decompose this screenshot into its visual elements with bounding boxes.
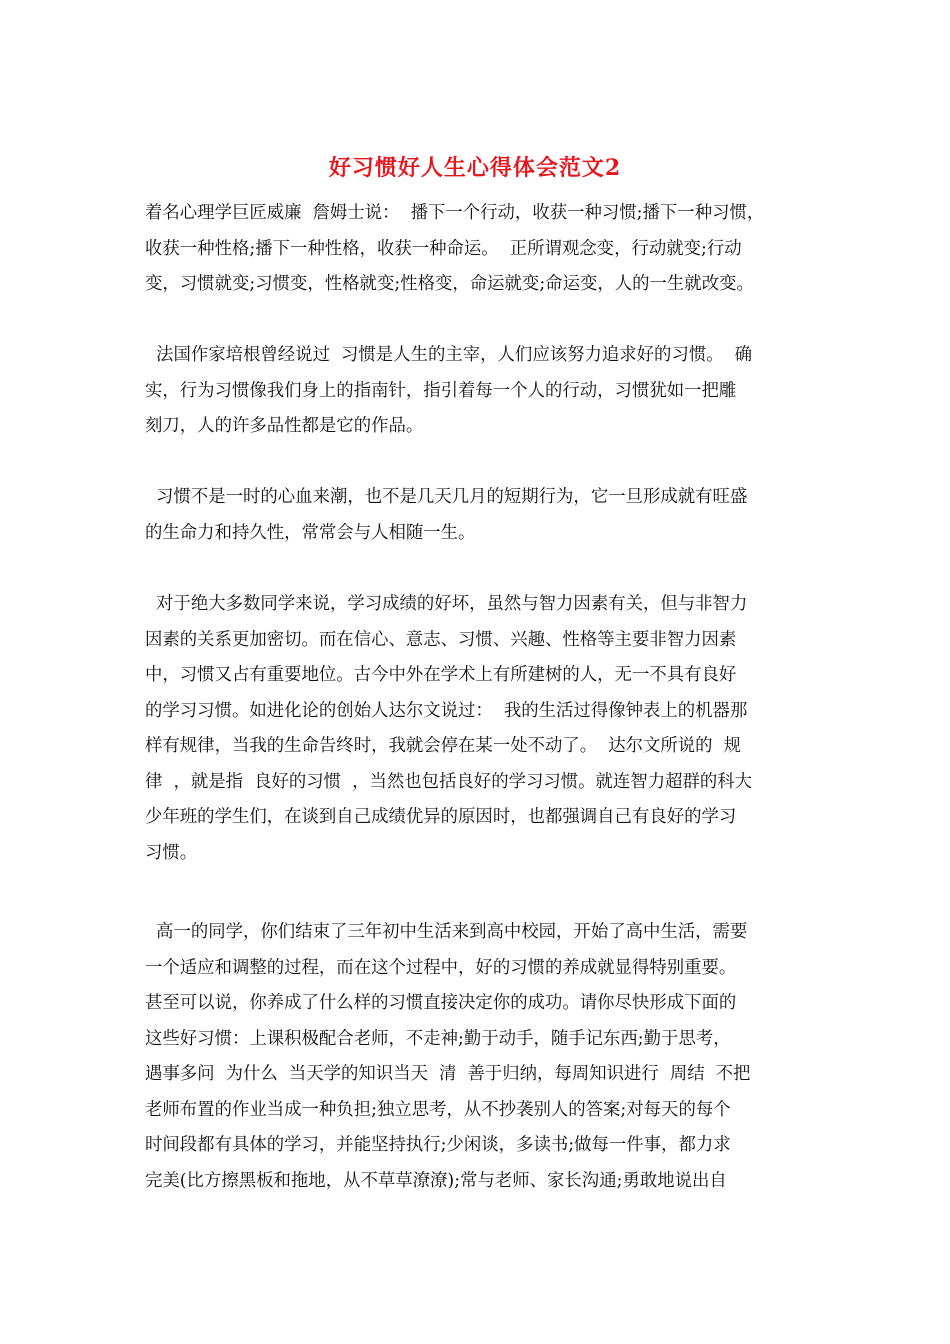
text-line: 少年班的学生们，在谈到自己成绩优异的原因时，也都强调自己有良好的学习 xyxy=(145,807,737,827)
text-line: 刻刀，人的许多品性都是它的作品。 xyxy=(145,416,424,436)
text-line: 中，习惯又占有重要地位。古今中外在学术上有所建树的人，无一不具有良好 xyxy=(145,665,737,685)
text-line: 律 ，就是指 良好的习惯 ，当然也包括良好的学习习惯。就连智力超群的科大 xyxy=(145,771,753,792)
text-line: 老师布置的作业当成一种负担;独立思考，从不抄袭别人的答案;对每天的每个 xyxy=(145,1099,731,1120)
text-line: 着名心理学巨匠威廉 詹姆士说： 播下一个行动，收获一种习惯;播下一种习惯， xyxy=(145,203,765,223)
text-line: 完美(比方擦黑板和拖地，从不草草潦潦);常与老师、家长沟通;勇敢地说出自 xyxy=(145,1170,727,1191)
text-line: 的生命力和持久性，常常会与人相随一生。 xyxy=(145,522,476,543)
text-line: 的学习习惯。如进化论的创始人达尔文说过： 我的生活过得像钟表上的机器那 xyxy=(145,700,748,721)
text-line: 样有规律，当我的生命告终时，我就会停在某一处不动了。 达尔文所说的 规 xyxy=(145,736,742,756)
paragraph-4 xyxy=(145,587,825,871)
text-line: 遇事多问 为什么 当天学的知识当天 清 善于归纳，每周知识进行 周结 不把 xyxy=(145,1064,751,1084)
text-line: 高一的同学，你们结束了三年初中生活来到高中校园，开始了高中生活，需要 xyxy=(145,922,748,942)
text-line: 习惯不是一时的心血来潮，也不是几天几月的短期行为，它一旦形成就有旺盛 xyxy=(145,487,748,507)
text-line: 这些好习惯：上课积极配合老师，不走神;勤于动手，随手记东西;勤于思考， xyxy=(145,1028,731,1049)
text-line: 实，行为习惯像我们身上的指南针，指引着每一个人的行动，习惯犹如一把雕 xyxy=(145,380,737,401)
paragraph-5 xyxy=(145,915,825,1199)
text-line: 变，习惯就变;习惯变，性格就变;性格变，命运就变;命运变，人的一生就改变。 xyxy=(145,274,754,294)
text-line: 对于绝大多数同学来说，学习成绩的好坏，虽然与智力因素有关，但与非智力 xyxy=(145,594,748,614)
document-title: 好习惯好人生心得体会范文2 xyxy=(328,155,622,181)
paragraph-1 xyxy=(145,196,825,303)
text-line: 法国作家培根曾经说过 习惯是人生的主宰，人们应该努力追求好的习惯。 确 xyxy=(145,345,753,365)
text-line: 时间段都有具体的学习，并能坚持执行;少闲谈，多读书;做每一件事，都力求 xyxy=(145,1135,731,1155)
paragraph-3 xyxy=(145,480,825,551)
text-line: 甚至可以说，你养成了什么样的习惯直接决定你的成功。请你尽快形成下面的 xyxy=(145,993,737,1013)
text-line: 收获一种性格;播下一种性格，收获一种命运。 正所谓观念变，行动就变;行动 xyxy=(145,238,742,259)
paragraph-2 xyxy=(145,338,825,445)
text-line: 因素的关系更加密切。而在信心、意志、习惯、兴趣、性格等主要非智力因素 xyxy=(145,629,737,650)
text-line: 习惯。 xyxy=(145,842,198,863)
text-line: 一个适应和调整的过程，而在这个过程中，好的习惯的养成就显得特别重要。 xyxy=(145,957,737,978)
